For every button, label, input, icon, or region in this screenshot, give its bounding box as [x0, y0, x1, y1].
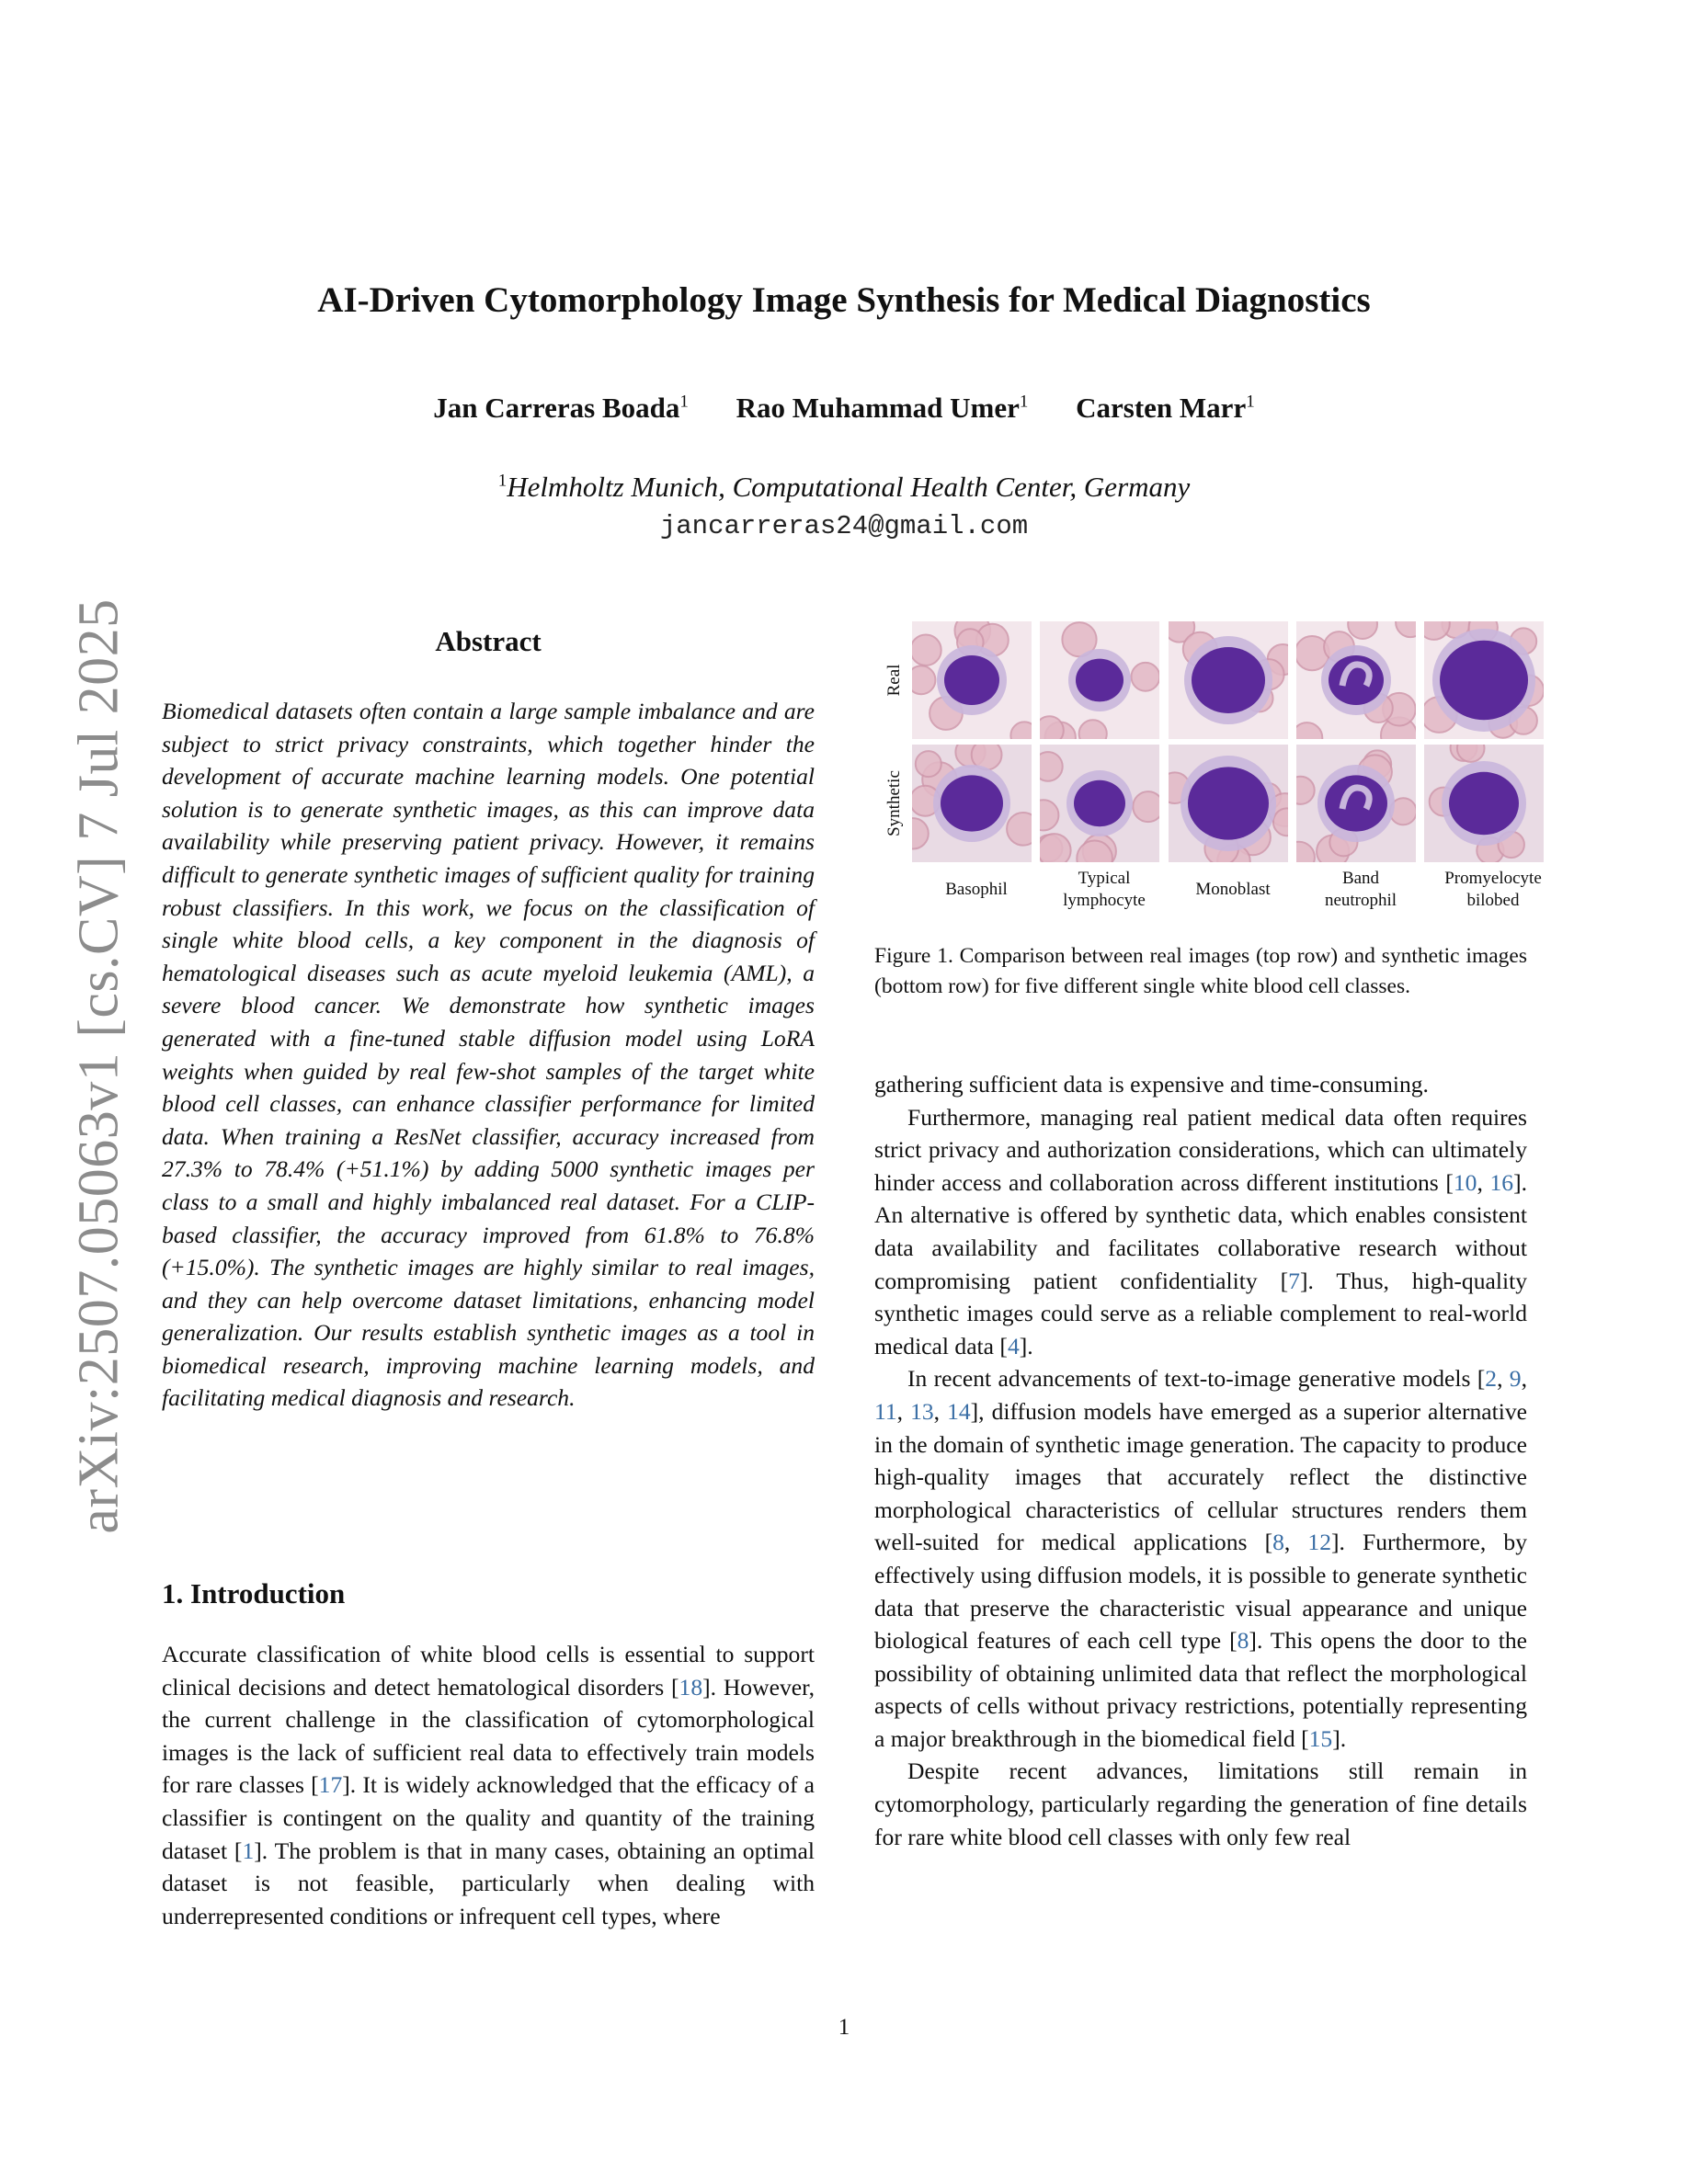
section-heading-introduction: 1. Introduction [162, 1577, 346, 1610]
text-run: ]. [1019, 1332, 1033, 1359]
column-label-line: Typical [1078, 869, 1131, 888]
abstract-text: Biomedical datasets often contain a large sample imbalance and are subject to strict privacy constraints, which together hinder the development of accurate machine learning models. One potential solution is to generate synthetic images, as this can improve data availability while preserving patient privacy. However, it remains difficult to generate synthetic images of sufficient quality for training robust classifiers. In this work, we focus on the classification of single white blood cells, a key component in the diagnosis of hematological diseases such as acute myeloid leukemia (AML), a severe blood cancer. We demonstrate how synthetic images generated with a fine-tuned stable diffusion model using LoRA weights when guided by real few-shot samples of the target white blood cell classes, can enhance classifier performance for limited data. When training a ResNet classifier, accuracy increased from 27.3% to 78.4% (+51.1%) by adding 5000 synthetic images per class to a small and highly imbalanced real dataset. For a CLIP-based classifier, the accuracy improved from 61.8% to 76.8% (+15.0%). The synthetic images are highly similar to real images, and they can help overcome dataset limitations, enhancing model generalization. Our results establish synthetic images as a tool in biomedical research, improving machine learning models, and facilitating medical diagnosis and research. [162, 698, 815, 1412]
column-label-line: bilobed [1466, 891, 1520, 910]
synthetic-promyelocyte-image [1424, 745, 1544, 862]
text-run: Accurate classification of white blood cells is essential to support clinical decisions and detect hematological disorders [ [162, 1641, 815, 1701]
text-run: In recent advancements of text-to-image generative models [ [907, 1365, 1486, 1393]
text-run: ]. Thus, high-quality synthetic images could serve as a reliable complement to real-world medical data [ [874, 1267, 1527, 1359]
citation-link[interactable]: 8 [1272, 1529, 1284, 1556]
affiliation-mark: 1 [1019, 392, 1029, 412]
author-name: Jan Carreras Boada [433, 392, 680, 424]
text-run: , [1283, 1529, 1308, 1556]
column-label-line: lymphocyte [1063, 891, 1146, 910]
citation-link[interactable]: 13 [910, 1397, 934, 1425]
citation-link[interactable]: 2 [1485, 1365, 1498, 1393]
column-label-monoblast [1169, 879, 1297, 901]
text-run: Furthermore, managing real patient medical data often requires strict privacy and authorization considerations, which can ultimately hinder access and collaboration across different institutions [ [874, 1103, 1527, 1196]
text-run: ]. However, the current challenge in the classification of cytomorphological images is the lack of sufficient real data to effectively train models for rare classes [ [162, 1673, 815, 1799]
introduction-body-left [162, 1638, 815, 1932]
column-label-band-neutrophil [1296, 868, 1425, 912]
figure-caption: Figure 1. Comparison between real images (top row) and synthetic images (bottom row) for five different single white blood cell classes. [874, 944, 1527, 998]
column-label-basophil [912, 879, 1041, 901]
text-run: ]. [1332, 1724, 1347, 1752]
text-run: ]. This opens the door to the possibility of obtaining unlimited data that reflect the morphological aspects of cells without privacy restrictions, potentially representing a major breakthrough in the biomedical field [ [874, 1627, 1527, 1752]
text-run: , [1497, 1365, 1510, 1393]
citation-link[interactable]: 7 [1288, 1267, 1300, 1294]
author [1076, 392, 1255, 424]
real-promyelocyte-image [1424, 621, 1544, 739]
text-run: , [933, 1397, 948, 1425]
author [433, 392, 689, 424]
abstract-heading: Abstract [435, 625, 542, 657]
synthetic-lymphocyte-image [1040, 745, 1159, 862]
real-band-neutrophil-image [1296, 621, 1416, 739]
column-label-line: Monoblast [1195, 880, 1271, 899]
text-run: ]. Furthermore, by effectively using diffusion models, it is possible to generate synthetic data that preserve the characteristic visual appearance and unique biological features of each cell type [ [874, 1529, 1527, 1655]
citation-link[interactable]: 8 [1237, 1627, 1249, 1655]
citation-link[interactable]: 4 [1007, 1332, 1020, 1359]
introduction-body-right [874, 1068, 1527, 1853]
affiliation-mark: 1 [679, 392, 689, 412]
text-run: ], diffusion models have emerged as a superior alternative in the domain of synthetic image generation. The capacity to produce high-quality images that accurately reflect the distinctive morphological characteristics of cellular structures renders them well-suited for medical applications [ [874, 1397, 1527, 1556]
row-label-synthetic: Synthetic [884, 770, 904, 836]
paragraph: Despite recent advances, limitations still remain in cytomorphology, particularly regarding the generation of fine details for rare white blood cell classes with only few real [874, 1757, 1527, 1850]
citation-link[interactable]: 10 [1453, 1168, 1477, 1196]
text-run: ]. An alternative is offered by synthetic data, which enables consistent data availability and facilitates collaborative research without compromising patient confidentiality [ [874, 1168, 1527, 1294]
citation-link[interactable]: 1 [242, 1837, 255, 1864]
row-label-real: Real [884, 664, 904, 697]
real-basophil-image [912, 621, 1032, 739]
citation-link[interactable]: 15 [1308, 1724, 1333, 1752]
citation-link[interactable]: 12 [1307, 1529, 1331, 1556]
text-run: , [1521, 1365, 1527, 1393]
author-list [0, 392, 1688, 425]
column-label-line: neutrophil [1324, 891, 1397, 910]
affiliation-text: Helmholtz Munich, Computational Health Center, Germany [507, 471, 1191, 503]
paper-title: AI-Driven Cytomorphology Image Synthesis for Medical Diagnostics [317, 280, 1371, 320]
column-label-typical-lymphocyte [1040, 868, 1169, 912]
column-label-line: Band [1341, 869, 1380, 888]
paragraph [874, 1101, 1527, 1363]
citation-link[interactable]: 11 [874, 1397, 897, 1425]
synthetic-basophil-image [912, 745, 1032, 862]
page-number: 1 [838, 2015, 850, 2040]
affiliation [0, 471, 1688, 504]
affiliation-mark: 1 [1246, 392, 1255, 412]
text-run: , [896, 1397, 911, 1425]
real-lymphocyte-image [1040, 621, 1159, 739]
author-email: jancarreras24@gmail.com [659, 511, 1029, 541]
paragraph-continuation: gathering sufficient data is expensive and time-consuming. [874, 1071, 1429, 1098]
real-monoblast-image [1169, 621, 1288, 739]
synthetic-band-neutrophil-image [1296, 745, 1416, 862]
text-run: ]. It is widely acknowledged that the efficacy of a classifier is contingent on the quality and quantity of the training dataset [ [162, 1771, 815, 1864]
paragraph [162, 1638, 815, 1932]
citation-link[interactable]: 18 [679, 1673, 703, 1701]
citation-link[interactable]: 14 [947, 1397, 971, 1425]
column-label-line: Basophil [945, 880, 1008, 899]
affiliation-mark: 1 [497, 471, 508, 491]
citation-link[interactable]: 16 [1489, 1168, 1514, 1196]
figure-1 [874, 621, 1542, 925]
citation-link[interactable]: 9 [1509, 1365, 1522, 1393]
author [736, 392, 1029, 424]
text-run: ]. The problem is that in many cases, obtaining an optimal dataset is not feasible, particularly when dealing with underrepresented conditions or infrequent cell types, where [162, 1837, 815, 1929]
arxiv-identifier-stamp: arXiv:2507.05063v1 [cs.CV] 7 Jul 2025 [67, 598, 131, 1534]
text-run: , [1477, 1168, 1490, 1196]
abstract-body [162, 695, 815, 1415]
author-name: Rao Muhammad Umer [736, 392, 1020, 424]
column-label-line: Promyelocyte [1444, 869, 1542, 888]
column-label-promyelocyte-bilobed [1424, 868, 1562, 912]
author-name: Carsten Marr [1076, 392, 1247, 424]
citation-link[interactable]: 17 [318, 1771, 343, 1799]
paragraph [874, 1362, 1527, 1755]
synthetic-monoblast-image [1169, 745, 1288, 862]
